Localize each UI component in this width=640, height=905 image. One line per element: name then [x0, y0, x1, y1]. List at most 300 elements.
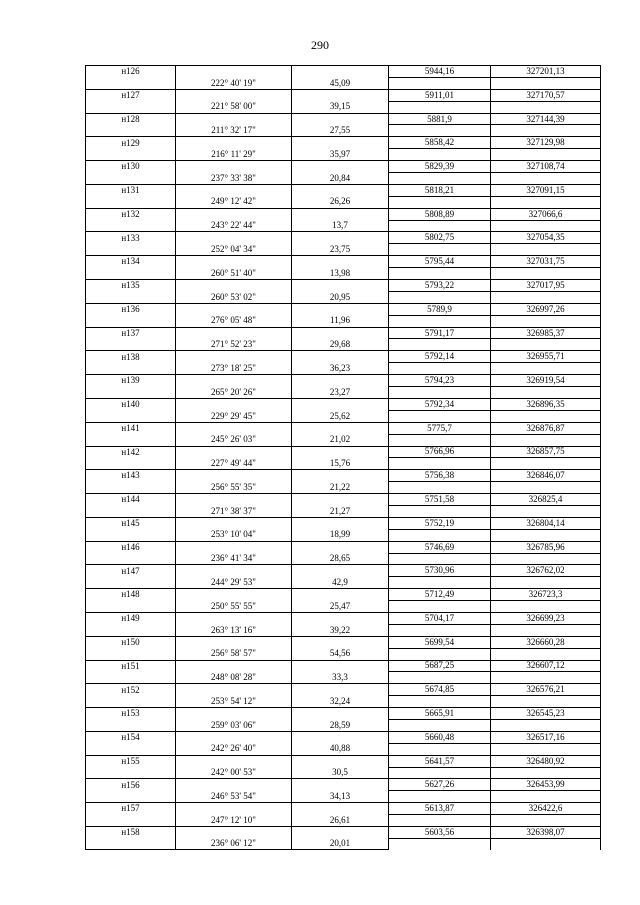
point-name-cell: н129 — [86, 137, 176, 149]
point-name-cell: н126 — [86, 66, 176, 78]
segment-row — [86, 482, 601, 494]
segment-length-cell: 21,22 — [292, 482, 389, 494]
point-name-cell: н139 — [86, 375, 176, 387]
empty-cell — [292, 660, 389, 672]
empty-cell — [176, 375, 292, 387]
y-coordinate-cell: 326919,54 — [491, 375, 601, 387]
segment-row — [86, 291, 601, 303]
empty-cell — [86, 672, 176, 684]
segment-length-cell: 25,47 — [292, 601, 389, 613]
segment-row — [86, 220, 601, 232]
y-coordinate-cell: 326846,07 — [491, 470, 601, 482]
segment-length-cell: 34,13 — [292, 791, 389, 803]
segment-row — [86, 529, 601, 541]
point-row — [86, 422, 601, 434]
empty-cell — [389, 291, 491, 303]
point-name-cell: н157 — [86, 803, 176, 815]
segment-length-cell: 27,55 — [292, 125, 389, 137]
y-coordinate-cell: 326723,3 — [491, 589, 601, 601]
y-coordinate-cell: 326480,92 — [491, 755, 601, 767]
empty-cell — [292, 470, 389, 482]
empty-cell — [491, 838, 601, 849]
point-row — [86, 636, 601, 648]
point-name-cell: н131 — [86, 184, 176, 196]
segment-length-cell: 42,9 — [292, 577, 389, 589]
direction-angle-cell: 243° 22' 44" — [176, 220, 292, 232]
empty-cell — [86, 125, 176, 137]
point-row — [86, 351, 601, 363]
empty-cell — [176, 327, 292, 339]
empty-cell — [176, 589, 292, 601]
empty-cell — [176, 827, 292, 839]
x-coordinate-cell: 5944,16 — [389, 66, 491, 78]
empty-cell — [86, 410, 176, 422]
empty-cell — [491, 458, 601, 470]
y-coordinate-cell: 326997,26 — [491, 303, 601, 315]
point-row — [86, 446, 601, 458]
y-coordinate-cell: 326985,37 — [491, 327, 601, 339]
point-name-cell: н136 — [86, 303, 176, 315]
y-coordinate-cell: 326422,6 — [491, 803, 601, 815]
x-coordinate-cell: 5752,19 — [389, 517, 491, 529]
y-coordinate-cell: 326453,99 — [491, 779, 601, 791]
direction-angle-cell: 246° 53' 54" — [176, 791, 292, 803]
empty-cell — [176, 113, 292, 125]
empty-cell — [176, 565, 292, 577]
point-row — [86, 494, 601, 506]
point-row — [86, 517, 601, 529]
segment-length-cell: 29,68 — [292, 339, 389, 351]
empty-cell — [86, 601, 176, 613]
x-coordinate-cell: 5858,42 — [389, 137, 491, 149]
point-row — [86, 280, 601, 292]
empty-cell — [86, 577, 176, 589]
segment-length-cell: 23,27 — [292, 387, 389, 399]
empty-cell — [389, 244, 491, 256]
y-coordinate-cell: 327129,98 — [491, 137, 601, 149]
page-number: 290 — [311, 38, 329, 52]
direction-angle-cell: 236° 06' 12" — [176, 838, 292, 849]
x-coordinate-cell: 5802,75 — [389, 232, 491, 244]
y-coordinate-cell: 327144,39 — [491, 113, 601, 125]
x-coordinate-cell: 5704,17 — [389, 612, 491, 624]
empty-cell — [292, 684, 389, 696]
empty-cell — [389, 315, 491, 327]
empty-cell — [292, 327, 389, 339]
segment-row — [86, 458, 601, 470]
segment-row — [86, 553, 601, 565]
empty-cell — [176, 232, 292, 244]
point-row — [86, 232, 601, 244]
y-coordinate-cell: 327201,13 — [491, 66, 601, 78]
empty-cell — [491, 244, 601, 256]
y-coordinate-cell: 326545,23 — [491, 708, 601, 720]
x-coordinate-cell: 5751,58 — [389, 494, 491, 506]
direction-angle-cell: 253° 54' 12" — [176, 696, 292, 708]
point-name-cell: н137 — [86, 327, 176, 339]
empty-cell — [176, 208, 292, 220]
empty-cell — [176, 422, 292, 434]
empty-cell — [292, 779, 389, 791]
empty-cell — [491, 815, 601, 827]
empty-cell — [491, 196, 601, 208]
empty-cell — [389, 672, 491, 684]
point-name-cell: н128 — [86, 113, 176, 125]
empty-cell — [86, 743, 176, 755]
empty-cell — [389, 838, 491, 849]
segment-length-cell: 39,15 — [292, 101, 389, 113]
direction-angle-cell: 256° 55' 35" — [176, 482, 292, 494]
point-name-cell: н138 — [86, 351, 176, 363]
segment-row — [86, 505, 601, 517]
empty-cell — [389, 387, 491, 399]
x-coordinate-cell: 5766,96 — [389, 446, 491, 458]
empty-cell — [389, 553, 491, 565]
x-coordinate-cell: 5791,17 — [389, 327, 491, 339]
point-name-cell: н154 — [86, 731, 176, 743]
segment-row — [86, 77, 601, 89]
empty-cell — [389, 529, 491, 541]
empty-cell — [491, 77, 601, 89]
empty-cell — [491, 767, 601, 779]
point-name-cell: н134 — [86, 256, 176, 268]
y-coordinate-cell: 326607,12 — [491, 660, 601, 672]
segment-row — [86, 838, 601, 849]
empty-cell — [491, 791, 601, 803]
empty-cell — [176, 351, 292, 363]
empty-cell — [292, 184, 389, 196]
y-coordinate-cell: 327091,15 — [491, 184, 601, 196]
empty-cell — [292, 256, 389, 268]
point-name-cell: н145 — [86, 517, 176, 529]
empty-cell — [389, 173, 491, 185]
direction-angle-cell: 248° 08' 28" — [176, 672, 292, 684]
empty-cell — [389, 410, 491, 422]
point-name-cell: н153 — [86, 708, 176, 720]
y-coordinate-cell: 326825,4 — [491, 494, 601, 506]
segment-row — [86, 743, 601, 755]
y-coordinate-cell: 327066,6 — [491, 208, 601, 220]
direction-angle-cell: 242° 26' 40" — [176, 743, 292, 755]
x-coordinate-cell: 5687,25 — [389, 660, 491, 672]
segment-length-cell: 15,76 — [292, 458, 389, 470]
point-row — [86, 470, 601, 482]
empty-cell — [176, 684, 292, 696]
segment-row — [86, 339, 601, 351]
direction-angle-cell: 260° 51' 40" — [176, 268, 292, 280]
empty-cell — [389, 577, 491, 589]
empty-cell — [176, 398, 292, 410]
segment-length-cell: 26,61 — [292, 815, 389, 827]
empty-cell — [176, 256, 292, 268]
x-coordinate-cell: 5660,48 — [389, 731, 491, 743]
point-row — [86, 208, 601, 220]
y-coordinate-cell: 326857,75 — [491, 446, 601, 458]
direction-angle-cell: 222° 40' 19" — [176, 77, 292, 89]
segment-length-cell: 33,3 — [292, 672, 389, 684]
empty-cell — [491, 220, 601, 232]
empty-cell — [176, 161, 292, 173]
empty-cell — [491, 553, 601, 565]
x-coordinate-cell: 5792,14 — [389, 351, 491, 363]
segment-length-cell: 39,22 — [292, 624, 389, 636]
point-name-cell: н147 — [86, 565, 176, 577]
empty-cell — [292, 303, 389, 315]
point-name-cell: н142 — [86, 446, 176, 458]
x-coordinate-cell: 5829,39 — [389, 161, 491, 173]
segment-row — [86, 244, 601, 256]
empty-cell — [86, 101, 176, 113]
segment-row — [86, 648, 601, 660]
y-coordinate-cell: 327031,75 — [491, 256, 601, 268]
direction-angle-cell: 263° 13' 16" — [176, 624, 292, 636]
empty-cell — [86, 77, 176, 89]
empty-cell — [176, 470, 292, 482]
x-coordinate-cell: 5730,96 — [389, 565, 491, 577]
point-name-cell: н146 — [86, 541, 176, 553]
empty-cell — [176, 779, 292, 791]
y-coordinate-cell: 326896,35 — [491, 398, 601, 410]
empty-cell — [292, 446, 389, 458]
segment-length-cell: 32,24 — [292, 696, 389, 708]
empty-cell — [176, 708, 292, 720]
empty-cell — [86, 315, 176, 327]
y-coordinate-cell: 327170,57 — [491, 89, 601, 101]
y-coordinate-cell: 327017,95 — [491, 280, 601, 292]
direction-angle-cell: 260° 53' 02" — [176, 291, 292, 303]
point-row — [86, 827, 601, 839]
empty-cell — [292, 161, 389, 173]
empty-cell — [176, 446, 292, 458]
segment-length-cell: 23,75 — [292, 244, 389, 256]
point-row — [86, 660, 601, 672]
empty-cell — [86, 220, 176, 232]
empty-cell — [176, 541, 292, 553]
point-name-cell: н140 — [86, 398, 176, 410]
segment-row — [86, 577, 601, 589]
x-coordinate-cell: 5712,49 — [389, 589, 491, 601]
empty-cell — [86, 648, 176, 660]
y-coordinate-cell: 326955,71 — [491, 351, 601, 363]
y-coordinate-cell: 326576,21 — [491, 684, 601, 696]
empty-cell — [176, 137, 292, 149]
empty-cell — [292, 731, 389, 743]
point-row — [86, 161, 601, 173]
segment-row — [86, 719, 601, 731]
point-row — [86, 66, 601, 78]
point-name-cell: н144 — [86, 494, 176, 506]
direction-angle-cell: 271° 52' 23" — [176, 339, 292, 351]
empty-cell — [491, 363, 601, 375]
point-name-cell: н156 — [86, 779, 176, 791]
segment-row — [86, 410, 601, 422]
x-coordinate-cell: 5775,7 — [389, 422, 491, 434]
point-name-cell: н127 — [86, 89, 176, 101]
empty-cell — [86, 387, 176, 399]
segment-row — [86, 387, 601, 399]
empty-cell — [176, 517, 292, 529]
empty-cell — [389, 505, 491, 517]
x-coordinate-cell: 5792,34 — [389, 398, 491, 410]
empty-cell — [491, 743, 601, 755]
empty-cell — [292, 708, 389, 720]
empty-cell — [86, 458, 176, 470]
segment-length-cell: 28,59 — [292, 719, 389, 731]
y-coordinate-cell: 327054,35 — [491, 232, 601, 244]
empty-cell — [389, 101, 491, 113]
x-coordinate-cell: 5795,44 — [389, 256, 491, 268]
point-row — [86, 779, 601, 791]
x-coordinate-cell: 5794,23 — [389, 375, 491, 387]
empty-cell — [491, 125, 601, 137]
empty-cell — [292, 565, 389, 577]
segment-length-cell: 18,99 — [292, 529, 389, 541]
x-coordinate-cell: 5674,85 — [389, 684, 491, 696]
empty-cell — [389, 77, 491, 89]
coordinates-table — [85, 65, 601, 850]
empty-cell — [491, 387, 601, 399]
empty-cell — [491, 149, 601, 161]
point-row — [86, 541, 601, 553]
direction-angle-cell: 265° 20' 26" — [176, 387, 292, 399]
point-row — [86, 565, 601, 577]
empty-cell — [491, 624, 601, 636]
point-row — [86, 113, 601, 125]
segment-length-cell: 20,84 — [292, 173, 389, 185]
empty-cell — [86, 815, 176, 827]
point-name-cell: н133 — [86, 232, 176, 244]
empty-cell — [86, 624, 176, 636]
coordinates-table-body — [86, 66, 601, 850]
y-coordinate-cell: 327108,74 — [491, 161, 601, 173]
direction-angle-cell: 242° 00' 53" — [176, 767, 292, 779]
x-coordinate-cell: 5756,38 — [389, 470, 491, 482]
point-name-cell: н152 — [86, 684, 176, 696]
empty-cell — [389, 268, 491, 280]
point-row — [86, 256, 601, 268]
segment-row — [86, 434, 601, 446]
point-row — [86, 184, 601, 196]
empty-cell — [389, 149, 491, 161]
empty-cell — [389, 815, 491, 827]
empty-cell — [86, 363, 176, 375]
segment-row — [86, 101, 601, 113]
empty-cell — [389, 482, 491, 494]
empty-cell — [292, 803, 389, 815]
empty-cell — [292, 66, 389, 78]
y-coordinate-cell: 326876,87 — [491, 422, 601, 434]
empty-cell — [176, 731, 292, 743]
empty-cell — [389, 601, 491, 613]
empty-cell — [389, 648, 491, 660]
point-name-cell: н158 — [86, 827, 176, 839]
empty-cell — [491, 101, 601, 113]
segment-length-cell: 21,27 — [292, 505, 389, 517]
x-coordinate-cell: 5789,9 — [389, 303, 491, 315]
empty-cell — [389, 767, 491, 779]
empty-cell — [292, 612, 389, 624]
point-row — [86, 803, 601, 815]
y-coordinate-cell: 326660,28 — [491, 636, 601, 648]
empty-cell — [491, 648, 601, 660]
point-name-cell: н130 — [86, 161, 176, 173]
empty-cell — [86, 268, 176, 280]
y-coordinate-cell: 326762,02 — [491, 565, 601, 577]
segment-length-cell: 20,95 — [292, 291, 389, 303]
empty-cell — [491, 434, 601, 446]
x-coordinate-cell: 5699,54 — [389, 636, 491, 648]
empty-cell — [176, 612, 292, 624]
empty-cell — [86, 719, 176, 731]
empty-cell — [86, 196, 176, 208]
direction-angle-cell: 250° 55' 55" — [176, 601, 292, 613]
segment-length-cell: 11,96 — [292, 315, 389, 327]
point-row — [86, 755, 601, 767]
empty-cell — [491, 719, 601, 731]
direction-angle-cell: 229° 29' 45" — [176, 410, 292, 422]
empty-cell — [86, 339, 176, 351]
empty-cell — [491, 410, 601, 422]
empty-cell — [176, 184, 292, 196]
empty-cell — [292, 280, 389, 292]
segment-row — [86, 268, 601, 280]
point-row — [86, 303, 601, 315]
empty-cell — [176, 636, 292, 648]
point-name-cell: н141 — [86, 422, 176, 434]
direction-angle-cell: 256° 58' 57" — [176, 648, 292, 660]
point-row — [86, 89, 601, 101]
empty-cell — [389, 196, 491, 208]
segment-length-cell: 54,56 — [292, 648, 389, 660]
empty-cell — [292, 494, 389, 506]
x-coordinate-cell: 5603,56 — [389, 827, 491, 839]
empty-cell — [389, 363, 491, 375]
segment-length-cell: 25,62 — [292, 410, 389, 422]
x-coordinate-cell: 5818,21 — [389, 184, 491, 196]
empty-cell — [176, 303, 292, 315]
empty-cell — [86, 173, 176, 185]
empty-cell — [86, 149, 176, 161]
empty-cell — [86, 434, 176, 446]
y-coordinate-cell: 326804,14 — [491, 517, 601, 529]
empty-cell — [292, 589, 389, 601]
x-coordinate-cell: 5793,22 — [389, 280, 491, 292]
point-name-cell: н150 — [86, 636, 176, 648]
x-coordinate-cell: 5613,87 — [389, 803, 491, 815]
x-coordinate-cell: 5627,26 — [389, 779, 491, 791]
empty-cell — [292, 398, 389, 410]
point-row — [86, 589, 601, 601]
x-coordinate-cell: 5746,69 — [389, 541, 491, 553]
empty-cell — [292, 232, 389, 244]
point-name-cell: н149 — [86, 612, 176, 624]
segment-length-cell: 45,09 — [292, 77, 389, 89]
direction-angle-cell: 276° 05' 48" — [176, 315, 292, 327]
direction-angle-cell: 236° 41' 34" — [176, 553, 292, 565]
empty-cell — [86, 482, 176, 494]
empty-cell — [176, 755, 292, 767]
point-name-cell: н155 — [86, 755, 176, 767]
empty-cell — [389, 791, 491, 803]
segment-row — [86, 624, 601, 636]
empty-cell — [292, 517, 389, 529]
empty-cell — [86, 244, 176, 256]
segment-length-cell: 36,23 — [292, 363, 389, 375]
x-coordinate-cell: 5641,57 — [389, 755, 491, 767]
empty-cell — [176, 803, 292, 815]
segment-length-cell: 30,5 — [292, 767, 389, 779]
segment-length-cell: 40,88 — [292, 743, 389, 755]
